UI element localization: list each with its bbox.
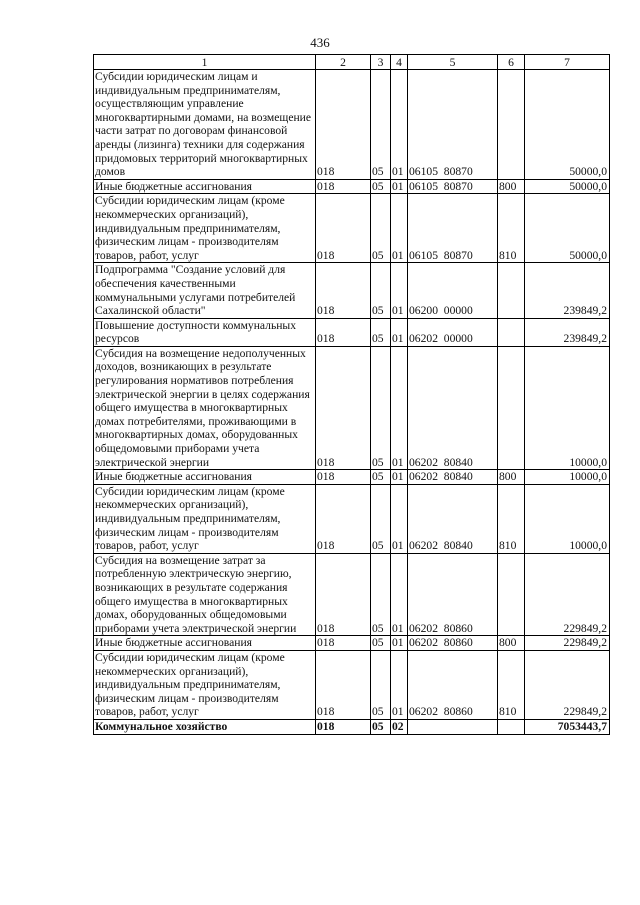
header-cell: 3 bbox=[371, 55, 391, 70]
sum-cell: 239849,2 bbox=[525, 263, 610, 318]
vr-cell bbox=[498, 318, 525, 346]
sum-cell: 50000,0 bbox=[525, 70, 610, 180]
vr-cell: 810 bbox=[498, 650, 525, 719]
rz-cell: 05 bbox=[371, 194, 391, 263]
sum-cell: 10000,0 bbox=[525, 346, 610, 469]
pr-cell: 01 bbox=[391, 470, 408, 485]
csr-cell: 06105 80870 bbox=[408, 70, 498, 180]
rz-cell: 05 bbox=[371, 179, 391, 194]
row-name-cell: Субсидии юридическим лицам (кроме некоммерческих организаций), индивидуальным предпринимателям, физическим лицам - производителям товаров, работ, услуг bbox=[94, 194, 316, 263]
vr-cell: 800 bbox=[498, 470, 525, 485]
row-name-cell: Субсидии юридическим лицам (кроме некоммерческих организаций), индивидуальным предпринимателям, физическим лицам - производителям товаров, работ, услуг bbox=[94, 650, 316, 719]
gr-cell: 018 bbox=[316, 553, 371, 636]
row-name-cell: Иные бюджетные ассигнования bbox=[94, 470, 316, 485]
gr-cell: 018 bbox=[316, 719, 371, 734]
header-cell: 6 bbox=[498, 55, 525, 70]
pr-cell: 01 bbox=[391, 636, 408, 651]
sum-cell: 50000,0 bbox=[525, 179, 610, 194]
csr-cell: 06202 80840 bbox=[408, 346, 498, 469]
csr-cell: 06202 80860 bbox=[408, 553, 498, 636]
vr-cell: 810 bbox=[498, 484, 525, 553]
table-row bbox=[94, 470, 610, 485]
row-name-cell: Субсидия на возмещение недополученных доходов, возникающих в результате регулирования нормативов потребления электрической энергии в целях содержания общего имущества в многоквартирных домах потребителями, проживающими в многоквартирных домах, оборудованных общедомовыми приборами учета электрической энергии bbox=[94, 346, 316, 469]
sum-cell: 229849,2 bbox=[525, 650, 610, 719]
pr-cell: 01 bbox=[391, 194, 408, 263]
gr-cell: 018 bbox=[316, 636, 371, 651]
vr-cell: 810 bbox=[498, 194, 525, 263]
csr-cell: 06202 80860 bbox=[408, 650, 498, 719]
csr-cell: 06105 80870 bbox=[408, 194, 498, 263]
pr-cell: 01 bbox=[391, 553, 408, 636]
rz-cell: 05 bbox=[371, 346, 391, 469]
vr-cell bbox=[498, 263, 525, 318]
rz-cell: 05 bbox=[371, 263, 391, 318]
budget-table bbox=[93, 54, 610, 735]
rz-cell: 05 bbox=[371, 470, 391, 485]
row-name-cell: Субсидии юридическим лицам и индивидуальным предпринимателям, осуществляющим управление многоквартирными домами, на возмещение части затрат по договорам финансовой аренды (лизинга) техники для содержания придомовых территорий многоквартирных домов bbox=[94, 70, 316, 180]
rz-cell: 05 bbox=[371, 553, 391, 636]
row-name-cell: Субсидия на возмещение затрат за потребленную электрическую энергию, возникающих в результате содержания общего имущества в многоквартирных домах, оборудованных общедомовыми приборами учета электрической энергии bbox=[94, 553, 316, 636]
row-name-cell: Повышение доступности коммунальных ресурсов bbox=[94, 318, 316, 346]
pr-cell: 01 bbox=[391, 650, 408, 719]
header-cell: 4 bbox=[391, 55, 408, 70]
sum-cell: 239849,2 bbox=[525, 318, 610, 346]
header-cell: 7 bbox=[525, 55, 610, 70]
pr-cell: 02 bbox=[391, 719, 408, 734]
table-row bbox=[94, 346, 610, 469]
csr-cell: 06105 80870 bbox=[408, 179, 498, 194]
header-cell: 2 bbox=[316, 55, 371, 70]
table-row bbox=[94, 553, 610, 636]
table-row bbox=[94, 263, 610, 318]
vr-cell bbox=[498, 553, 525, 636]
sum-cell: 229849,2 bbox=[525, 553, 610, 636]
gr-cell: 018 bbox=[316, 70, 371, 180]
rz-cell: 05 bbox=[371, 70, 391, 180]
csr-cell: 06202 80840 bbox=[408, 470, 498, 485]
gr-cell: 018 bbox=[316, 263, 371, 318]
table-row bbox=[94, 179, 610, 194]
vr-cell: 800 bbox=[498, 179, 525, 194]
gr-cell: 018 bbox=[316, 194, 371, 263]
sum-cell: 50000,0 bbox=[525, 194, 610, 263]
header-cell: 1 bbox=[94, 55, 316, 70]
row-name-cell: Субсидии юридическим лицам (кроме некоммерческих организаций), индивидуальным предпринимателям, физическим лицам - производителям товаров, работ, услуг bbox=[94, 484, 316, 553]
vr-cell bbox=[498, 70, 525, 180]
gr-cell: 018 bbox=[316, 650, 371, 719]
header-cell: 5 bbox=[408, 55, 498, 70]
gr-cell: 018 bbox=[316, 470, 371, 485]
csr-cell: 06202 00000 bbox=[408, 318, 498, 346]
rz-cell: 05 bbox=[371, 636, 391, 651]
row-name-cell: Коммунальное хозяйство bbox=[94, 719, 316, 734]
table-row-total bbox=[94, 719, 610, 734]
row-name-cell: Иные бюджетные ассигнования bbox=[94, 179, 316, 194]
sum-cell: 7053443,7 bbox=[525, 719, 610, 734]
gr-cell: 018 bbox=[316, 484, 371, 553]
rz-cell: 05 bbox=[371, 484, 391, 553]
csr-cell: 06200 00000 bbox=[408, 263, 498, 318]
vr-cell bbox=[498, 346, 525, 469]
table-header-row bbox=[94, 55, 610, 70]
pr-cell: 01 bbox=[391, 346, 408, 469]
row-name-cell: Иные бюджетные ассигнования bbox=[94, 636, 316, 651]
table-row bbox=[94, 70, 610, 180]
vr-cell: 800 bbox=[498, 636, 525, 651]
pr-cell: 01 bbox=[391, 484, 408, 553]
table-row bbox=[94, 650, 610, 719]
table-row bbox=[94, 194, 610, 263]
rz-cell: 05 bbox=[371, 650, 391, 719]
table-row bbox=[94, 636, 610, 651]
table-row bbox=[94, 484, 610, 553]
vr-cell bbox=[498, 719, 525, 734]
pr-cell: 01 bbox=[391, 263, 408, 318]
pr-cell: 01 bbox=[391, 179, 408, 194]
rz-cell: 05 bbox=[371, 318, 391, 346]
csr-cell: 06202 80840 bbox=[408, 484, 498, 553]
rz-cell: 05 bbox=[371, 719, 391, 734]
gr-cell: 018 bbox=[316, 179, 371, 194]
sum-cell: 229849,2 bbox=[525, 636, 610, 651]
page-number: 436 bbox=[310, 35, 330, 50]
csr-cell: 06202 80860 bbox=[408, 636, 498, 651]
pr-cell: 01 bbox=[391, 70, 408, 180]
pr-cell: 01 bbox=[391, 318, 408, 346]
csr-cell bbox=[408, 719, 498, 734]
sum-cell: 10000,0 bbox=[525, 470, 610, 485]
gr-cell: 018 bbox=[316, 318, 371, 346]
sum-cell: 10000,0 bbox=[525, 484, 610, 553]
gr-cell: 018 bbox=[316, 346, 371, 469]
row-name-cell: Подпрограмма "Создание условий для обеспечения качественными коммунальными услугами потребителей Сахалинской области" bbox=[94, 263, 316, 318]
table-row bbox=[94, 318, 610, 346]
